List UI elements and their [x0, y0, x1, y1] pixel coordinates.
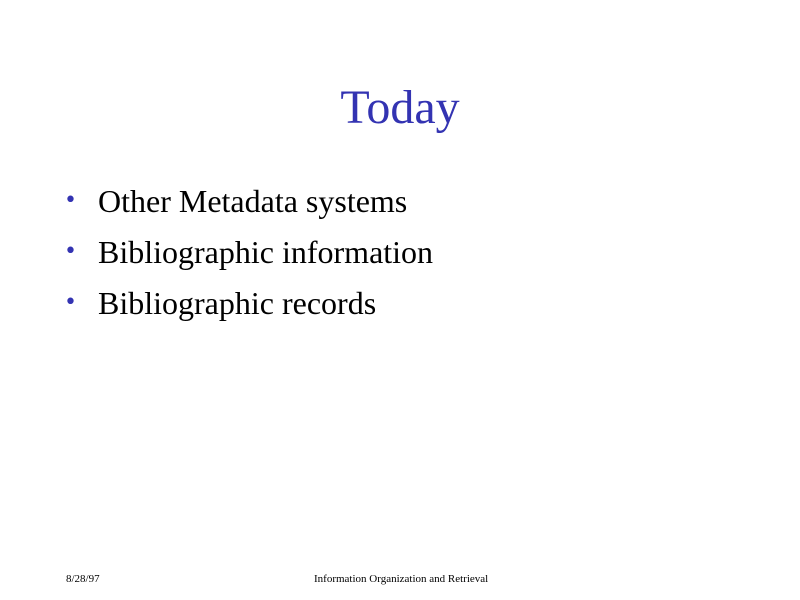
footer-date: 8/28/97: [66, 573, 100, 585]
bullet-text: Bibliographic records: [98, 285, 377, 321]
bullet-dot-icon: •: [64, 239, 77, 264]
slide-title: Today: [340, 81, 460, 134]
bullet-dot-icon: •: [64, 188, 77, 213]
bullet-text: Other Metadata systems: [98, 183, 408, 219]
footer-course-title: Information Organization and Retrieval: [314, 573, 489, 585]
bullet-dot-icon: •: [64, 290, 77, 315]
bullet-text: Bibliographic information: [98, 234, 434, 270]
